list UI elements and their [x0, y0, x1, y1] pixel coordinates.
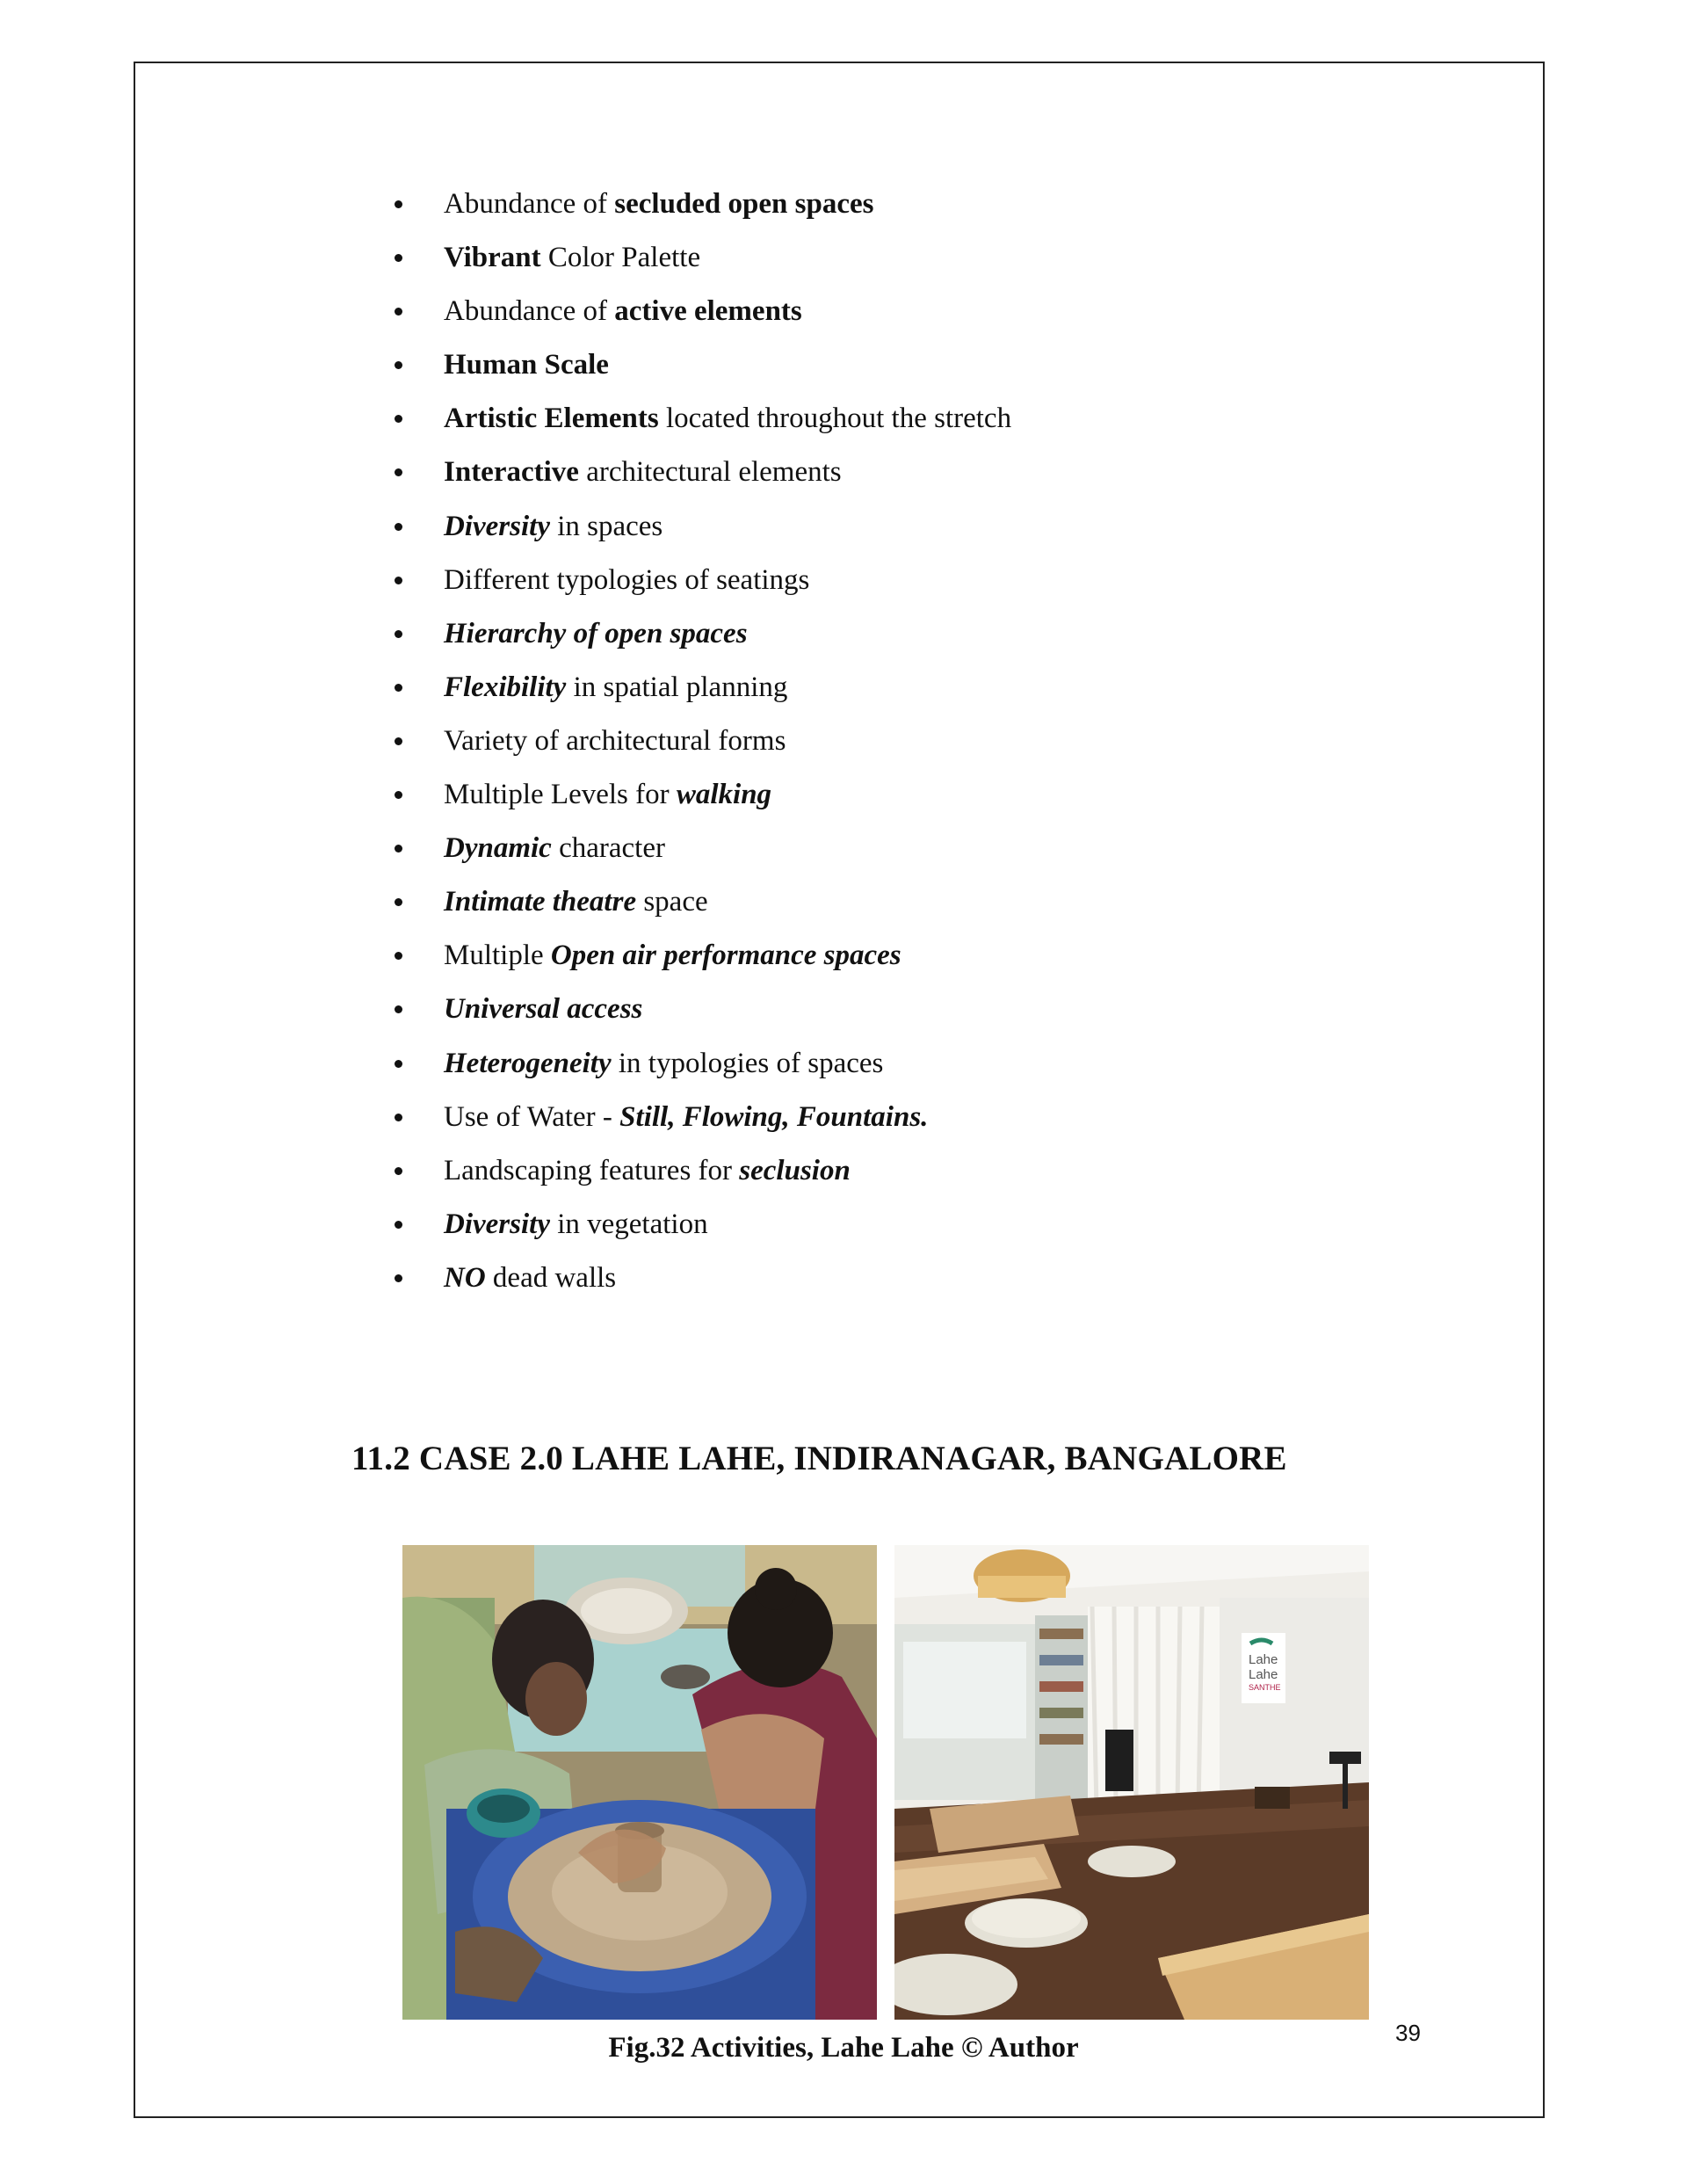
bullet-dot-icon	[395, 845, 402, 853]
bullet-dot-icon	[395, 308, 402, 316]
bullet-dot-icon	[395, 684, 402, 692]
bullet-item	[391, 666, 1358, 720]
bullet-text-segment: Color Palette	[540, 242, 701, 274]
bullet-item	[391, 934, 1358, 988]
bullet-item	[391, 1042, 1358, 1096]
bullet-text-segment: Diversity	[444, 1208, 550, 1240]
bullet-text-segment: Dynamic	[444, 832, 552, 865]
photo-lahe-lahe-interior	[894, 1545, 1369, 2020]
bullet-text-segment: space	[636, 886, 708, 918]
bullet-item	[391, 613, 1358, 666]
bullet-text-segment: Abundance of	[444, 188, 615, 220]
bullet-item	[391, 988, 1358, 1041]
bullet-item	[391, 1150, 1358, 1203]
bullet-item	[391, 505, 1358, 559]
bullet-item	[391, 1096, 1358, 1150]
bullet-dot-icon	[395, 254, 402, 262]
bullet-dot-icon	[395, 523, 402, 531]
bullet-dot-icon	[395, 1221, 402, 1229]
bullet-dot-icon	[395, 630, 402, 638]
bullet-text-segment: Universal access	[444, 993, 643, 1026]
bullet-text-segment: character	[551, 832, 665, 865]
bullet-item	[391, 559, 1358, 613]
bullet-text-segment: in vegetation	[549, 1208, 708, 1240]
bullet-text-segment: dead walls	[485, 1261, 617, 1294]
bullet-text-segment: in spatial planning	[566, 671, 788, 703]
bullet-text-segment: in spaces	[549, 510, 663, 542]
bullet-dot-icon	[395, 1060, 402, 1068]
bullet-item	[391, 290, 1358, 344]
sign-text-line3: SANTHE	[1249, 1683, 1281, 1692]
bullet-item	[391, 1203, 1358, 1257]
bullet-item	[391, 1257, 1358, 1310]
bullet-item	[391, 720, 1358, 773]
bullet-text-segment: Artistic Elements	[444, 403, 659, 435]
bullet-item	[391, 397, 1358, 451]
bullet-text-segment: Vibrant	[444, 242, 541, 274]
bullet-dot-icon	[395, 952, 402, 960]
bullet-dot-icon	[395, 1005, 402, 1013]
bullet-dot-icon	[395, 791, 402, 799]
bullet-text-segment: Open air performance spaces	[550, 940, 901, 972]
bullet-item	[391, 183, 1358, 236]
bullet-text-segment: in typologies of spaces	[611, 1047, 884, 1079]
bullet-text-segment: Multiple	[444, 940, 551, 972]
bullet-text-segment: Variety of architectural forms	[444, 724, 786, 757]
bullet-dot-icon	[395, 361, 402, 369]
bullet-text-segment: Hierarchy of open spaces	[444, 617, 748, 649]
bullet-text-segment: Diversity	[444, 510, 550, 542]
bullet-dot-icon	[395, 898, 402, 906]
bullet-text-segment: active elements	[614, 295, 802, 328]
bullet-text-segment: Use of Water -	[444, 1100, 620, 1133]
photo-pottery-activity	[402, 1545, 877, 2020]
bullet-dot-icon	[395, 1274, 402, 1282]
bullet-dot-icon	[395, 200, 402, 208]
bullet-text-segment: located throughout the stretch	[658, 403, 1012, 435]
bullet-text-segment: seclusion	[739, 1154, 851, 1186]
bullet-item	[391, 881, 1358, 934]
bullet-item	[391, 344, 1358, 397]
bullet-text-segment: Multiple Levels for	[444, 779, 677, 811]
bullet-text-segment: NO	[444, 1261, 486, 1294]
bullet-dot-icon	[395, 415, 402, 423]
bullet-text-segment: Flexibility	[444, 671, 567, 703]
bullet-dot-icon	[395, 577, 402, 584]
sign-text-line2: Lahe	[1249, 1667, 1278, 1682]
bullet-text-segment: Interactive	[444, 456, 579, 489]
bullet-list	[391, 183, 1358, 1310]
bullet-text-segment: Abundance of	[444, 295, 615, 328]
sign-text-line1: Lahe	[1249, 1652, 1278, 1667]
section-heading: 11.2 CASE 2.0 LAHE LAHE, INDIRANAGAR, BANGALORE	[351, 1440, 1287, 1477]
bullet-text-segment: Different typologies of seatings	[444, 563, 810, 596]
bullet-text-segment: Heterogeneity	[444, 1047, 612, 1079]
bullet-text-segment: secluded open spaces	[614, 188, 874, 220]
bullet-dot-icon	[395, 1167, 402, 1175]
bullet-item	[391, 827, 1358, 881]
page-number: 39	[1395, 2020, 1421, 2046]
bullet-dot-icon	[395, 1114, 402, 1121]
bullet-text-segment: Still, Flowing, Fountains.	[619, 1100, 929, 1133]
bullet-text-segment: Landscaping features for	[444, 1154, 740, 1186]
bullet-dot-icon	[395, 468, 402, 476]
figure-caption: Fig.32 Activities, Lahe Lahe © Author	[608, 2032, 1079, 2064]
bullet-item	[391, 236, 1358, 290]
bullet-dot-icon	[395, 737, 402, 745]
bullet-text-segment: walking	[676, 779, 772, 811]
bullet-text-segment: Intimate theatre	[444, 886, 637, 918]
bullet-item	[391, 451, 1358, 504]
bullet-text-segment: Human Scale	[444, 349, 609, 381]
bullet-text-segment: architectural elements	[578, 456, 842, 489]
bullet-item	[391, 773, 1358, 827]
